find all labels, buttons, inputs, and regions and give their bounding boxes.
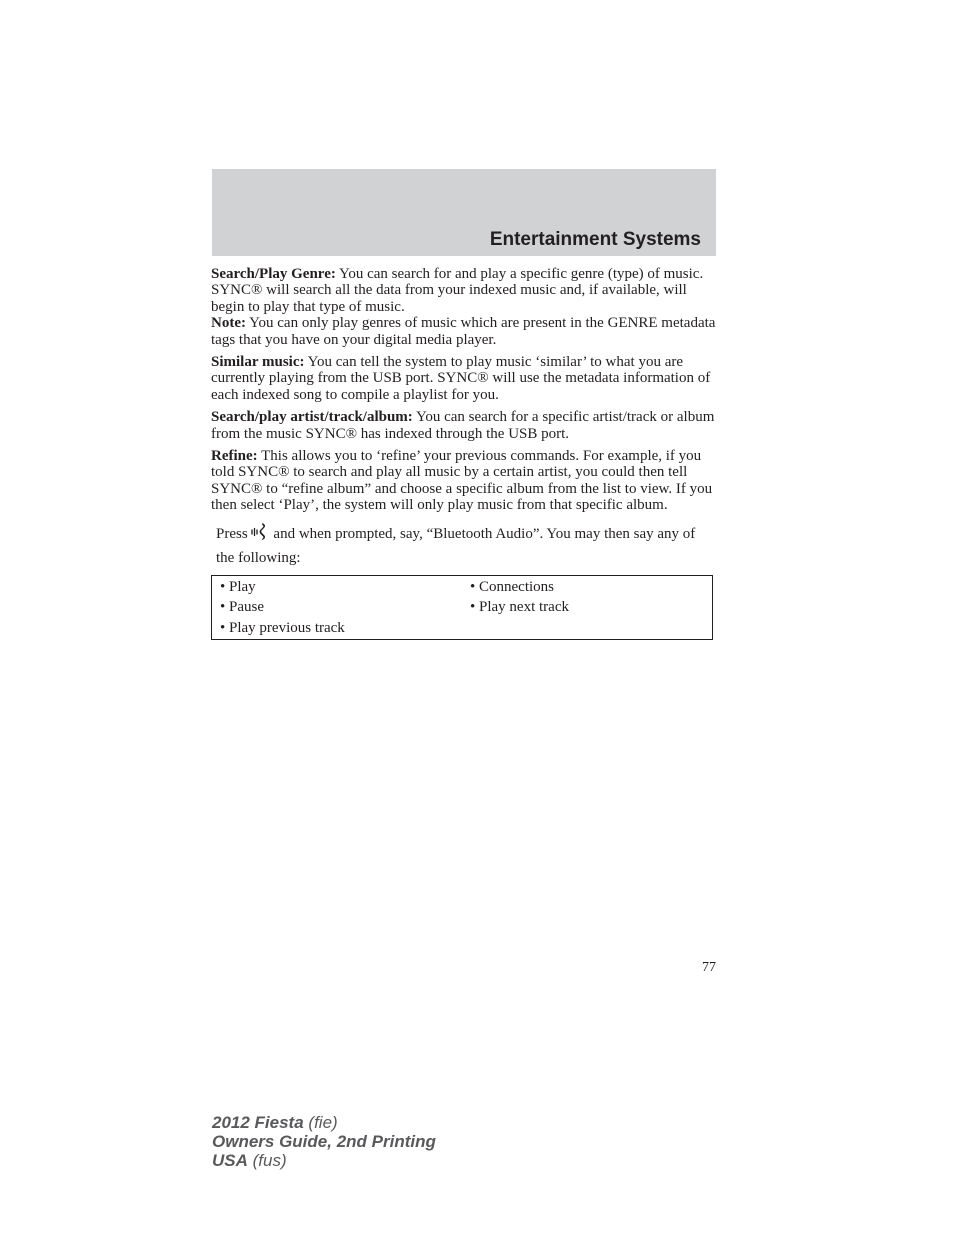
section-header-band (212, 169, 716, 256)
footer-model-code: (fie) (303, 1113, 338, 1132)
paragraph-note (211, 315, 716, 348)
paragraph-refine (211, 448, 716, 514)
paragraph-search-artist (211, 409, 716, 442)
command-item: • Play (220, 578, 256, 595)
paragraph-text: You can search for and play a specific genre (type) of music. SYNC® will search all the data from your indexed music and, if available, will begin to play that type of music. (211, 266, 704, 315)
footer-market: USA (212, 1151, 248, 1170)
command-item-empty (462, 618, 712, 639)
document-footer (212, 1113, 436, 1170)
paragraph-text: You can search for a specific artist/track or album from the music SYNC® has indexed through the USB port. (211, 409, 715, 442)
footer-line-guide (212, 1132, 436, 1151)
press-instruction (216, 522, 716, 569)
footer-market-code: (fus) (247, 1151, 287, 1170)
main-content (211, 266, 716, 640)
paragraph-lead: Refine: (211, 448, 258, 465)
paragraph-lead: Similar music: (211, 354, 305, 371)
press-text: Press (216, 525, 248, 542)
paragraph-search-genre (211, 266, 716, 315)
footer-line-model (212, 1113, 436, 1132)
footer-model: 2012 Fiesta (212, 1113, 304, 1132)
voice-commands-table (211, 575, 713, 641)
voice-command-icon (250, 522, 268, 548)
section-title: Entertainment Systems (489, 229, 701, 250)
command-item: • Connections (470, 578, 554, 595)
paragraph-lead: Note: (211, 315, 246, 332)
paragraph-lead: Search/Play Genre: (211, 266, 336, 282)
paragraph-text: You can tell the system to play music ‘similar’ to what you are currently playing from the USB port. SYNC® will use the metadata information of each indexed song to compile a playlist for you. (211, 354, 711, 403)
command-item: • Play next track (470, 599, 569, 616)
press-text-continued: and when prompted, say, “Bluetooth Audio”. You may then say any of the following: (216, 525, 696, 566)
page-number: 77 (702, 960, 716, 975)
paragraph-similar-music (211, 354, 716, 403)
paragraph-text: This allows you to ‘refine’ your previous commands. For example, if you told SYNC® to search and play all music by a certain artist, you could then tell SYNC® to “refine album” and choose a specific album from the list to view. If you then select ‘Play’, the system will only play music from that specific album. (211, 448, 713, 514)
footer-line-market (212, 1151, 436, 1170)
paragraph-text: You can only play genres of music which are present in the GENRE metadata tags that you have on your digital media player. (211, 315, 716, 348)
command-item: • Play previous track (220, 619, 345, 636)
paragraph-lead: Search/play artist/track/album: (211, 409, 413, 426)
footer-guide: Owners Guide, 2nd Printing (212, 1132, 436, 1151)
command-item: • Pause (220, 599, 264, 616)
